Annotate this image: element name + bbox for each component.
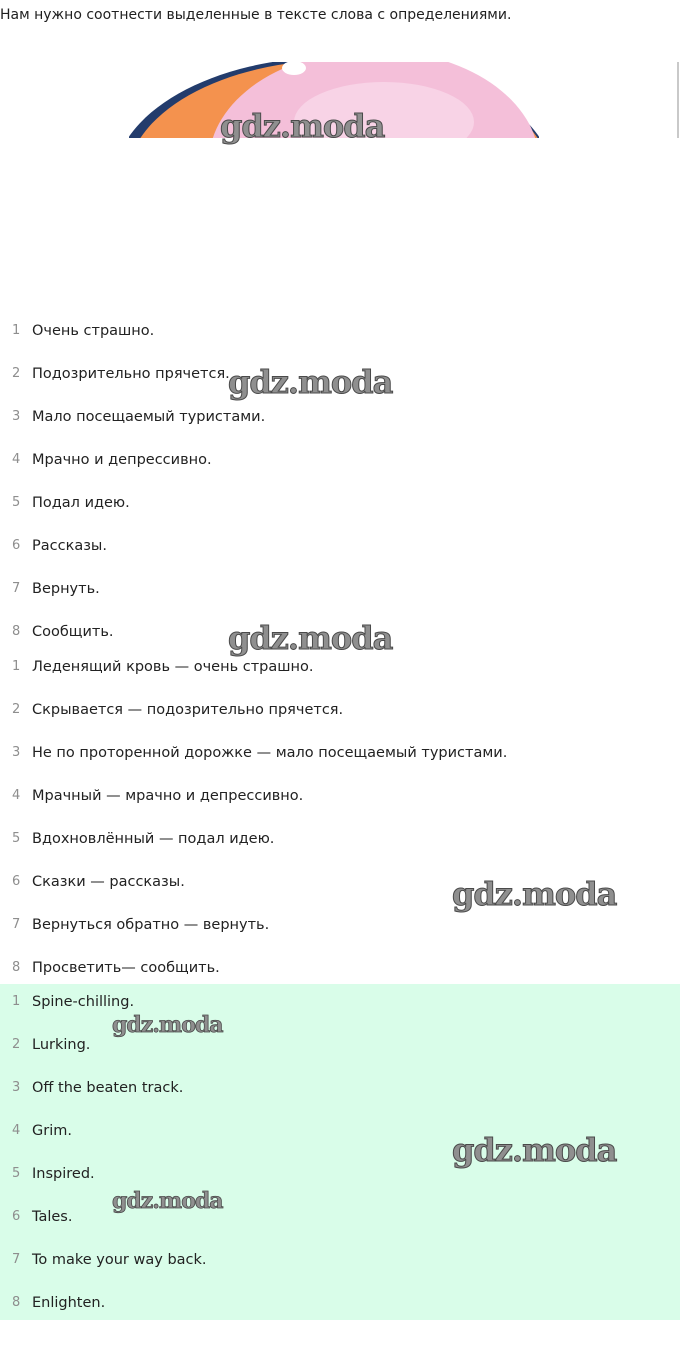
item-text: Мало посещаемый туристами. bbox=[32, 408, 266, 425]
list-item bbox=[0, 980, 680, 1023]
item-text: Off the beaten track. bbox=[32, 1079, 184, 1096]
item-text: Не по проторенной дорожке — мало посещаемый туристами. bbox=[32, 744, 508, 761]
item-text: Grim. bbox=[32, 1122, 72, 1139]
item-text: Просветить— сообщить. bbox=[32, 959, 220, 976]
item-number: 5 bbox=[12, 1166, 21, 1181]
list-item bbox=[0, 688, 680, 731]
list-item bbox=[0, 481, 680, 524]
item-number: 3 bbox=[12, 745, 21, 760]
list-item bbox=[0, 395, 680, 438]
list-item bbox=[0, 1152, 680, 1195]
list-item bbox=[0, 1238, 680, 1281]
item-text: Мрачный — мрачно и депрессивно. bbox=[32, 787, 304, 804]
list-item bbox=[0, 567, 680, 610]
item-number: 6 bbox=[12, 874, 21, 889]
item-text: Скрывается — подозрительно прячется. bbox=[32, 701, 344, 718]
list-item bbox=[0, 817, 680, 860]
list-item bbox=[0, 1281, 680, 1324]
scroll-edge-line bbox=[677, 62, 679, 138]
list-item bbox=[0, 774, 680, 817]
item-text: Lurking. bbox=[32, 1036, 91, 1053]
list-item bbox=[0, 731, 680, 774]
item-number: 8 bbox=[12, 1295, 21, 1310]
item-number: 3 bbox=[12, 1080, 21, 1095]
watermark: gdz.moda bbox=[452, 1131, 617, 1169]
item-text: Tales. bbox=[32, 1208, 73, 1225]
list-item bbox=[0, 309, 680, 352]
item-text: Inspired. bbox=[32, 1165, 95, 1182]
item-text: Вернуть. bbox=[32, 580, 100, 597]
item-text: Леденящий кровь — очень страшно. bbox=[32, 658, 314, 675]
task-instruction: Нам нужно соотнести выделенные в тексте слова с определениями. bbox=[0, 7, 512, 23]
item-text: Вдохновлённый — подал идею. bbox=[32, 830, 275, 847]
list-item bbox=[0, 645, 680, 688]
list-item bbox=[0, 1195, 680, 1238]
watermark: gdz.moda bbox=[112, 1012, 223, 1038]
item-text: Подал идею. bbox=[32, 494, 130, 511]
item-number: 4 bbox=[12, 452, 21, 467]
item-text: Вернуться обратно — вернуть. bbox=[32, 916, 270, 933]
item-text: Сообщить. bbox=[32, 623, 114, 640]
item-number: 7 bbox=[12, 1252, 21, 1267]
list-item bbox=[0, 1109, 680, 1152]
item-text: Enlighten. bbox=[32, 1294, 106, 1311]
item-number: 8 bbox=[12, 960, 21, 975]
item-number: 4 bbox=[12, 788, 21, 803]
watermark: gdz.moda bbox=[112, 1188, 223, 1214]
watermark: gdz.moda bbox=[220, 107, 385, 145]
answers-list bbox=[0, 984, 680, 1320]
illustration-graphic bbox=[129, 62, 539, 138]
watermark: gdz.moda bbox=[228, 363, 393, 401]
item-number: 5 bbox=[12, 831, 21, 846]
list-item bbox=[0, 903, 680, 946]
list-item bbox=[0, 1066, 680, 1109]
item-text: Рассказы. bbox=[32, 537, 107, 554]
item-text: Мрачно и депрессивно. bbox=[32, 451, 212, 468]
item-text: Подозрительно прячется. bbox=[32, 365, 230, 382]
item-number: 3 bbox=[12, 409, 21, 424]
matches-list bbox=[0, 645, 680, 989]
item-number: 7 bbox=[12, 581, 21, 596]
illustration bbox=[129, 62, 539, 138]
definitions-list bbox=[0, 309, 680, 657]
item-number: 1 bbox=[12, 994, 21, 1009]
item-number: 2 bbox=[12, 366, 21, 381]
list-item bbox=[0, 352, 680, 395]
watermark: gdz.moda bbox=[228, 619, 393, 657]
item-text: Сказки — рассказы. bbox=[32, 873, 185, 890]
item-number: 1 bbox=[12, 323, 21, 338]
watermark: gdz.moda bbox=[452, 875, 617, 913]
item-number: 6 bbox=[12, 1209, 21, 1224]
list-item bbox=[0, 1023, 680, 1066]
list-item bbox=[0, 524, 680, 567]
item-number: 6 bbox=[12, 538, 21, 553]
item-number: 1 bbox=[12, 659, 21, 674]
item-number: 4 bbox=[12, 1123, 21, 1138]
item-number: 2 bbox=[12, 702, 21, 717]
item-number: 8 bbox=[12, 624, 21, 639]
item-text: To make your way back. bbox=[32, 1251, 207, 1268]
list-item bbox=[0, 860, 680, 903]
item-text: Spine-chilling. bbox=[32, 993, 135, 1010]
list-item bbox=[0, 438, 680, 481]
item-text: Очень страшно. bbox=[32, 322, 155, 339]
item-number: 2 bbox=[12, 1037, 21, 1052]
item-number: 7 bbox=[12, 917, 21, 932]
item-number: 5 bbox=[12, 495, 21, 510]
